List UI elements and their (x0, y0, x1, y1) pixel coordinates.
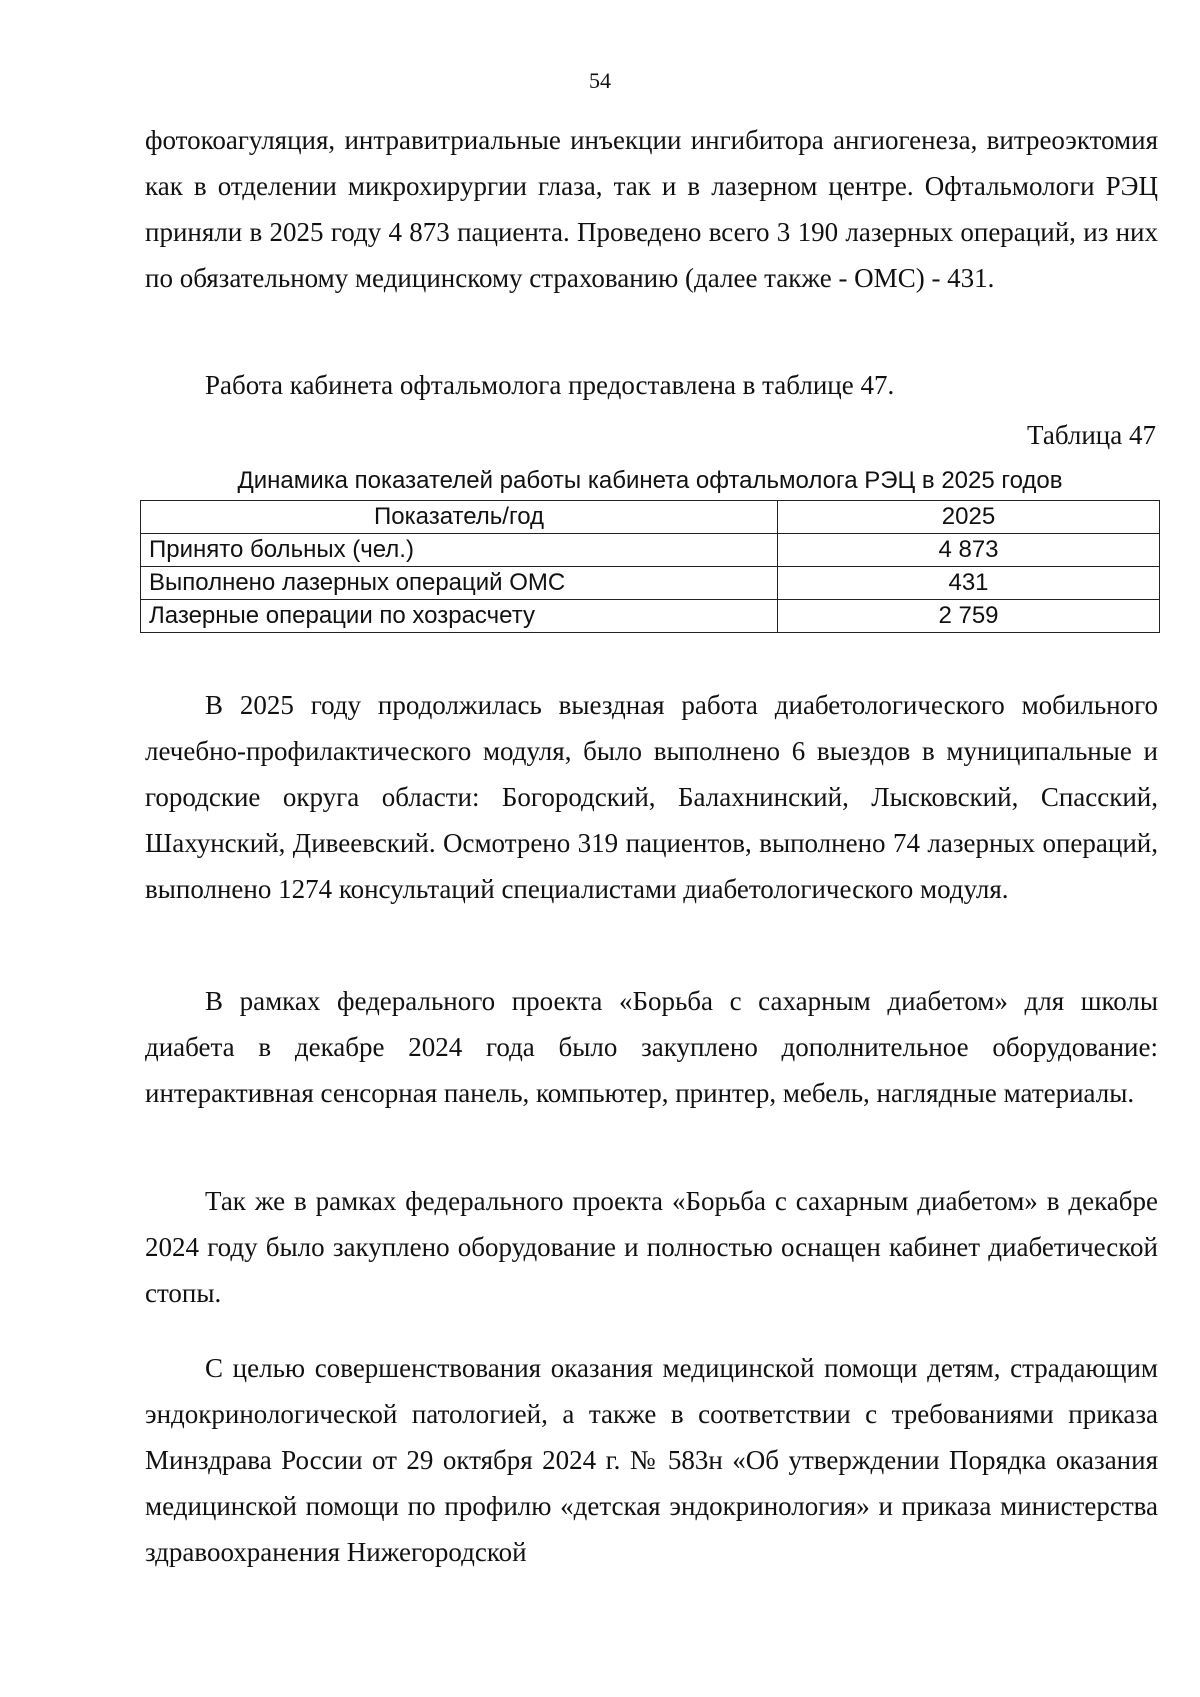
table-cell-value: 2 759 (778, 600, 1160, 633)
paragraph-diabetic-foot: Так же в рамках федерального проекта «Борьба с сахарным диабетом» в декабре 2024 году было закуплено оборудование и полностью оснащен кабинет диабетической стопы. (145, 1186, 1158, 1308)
paragraph-diabetes-school: В рамках федерального проекта «Борьба с сахарным диабетом» для школы диабета в декабре 2024 года было закуплено дополнительное оборудование: интерактивная сенсорная панель, компьютер, принтер, мебель, наглядные материалы. (145, 986, 1158, 1108)
paragraph-mobile-module: В 2025 году продолжилась выездная работа диабетологического мобильного лечебно-профилактического модуля, было выполнено 6 выездов в муниципальные и городские округа области: Богородский, Балахнинский, Лысковский, Спасский, Шахунский, Дивеевский. Осмотрено 319 пациентов, выполнено 74 лазерных операций, выполнено 1274 консультаций специалистами диабетологического модуля. (145, 690, 1158, 904)
table-cell-value: 431 (778, 567, 1160, 600)
table-cell-value: 4 873 (778, 534, 1160, 567)
paragraph-table-intro: Работа кабинета офтальмолога предоставлена в таблице 47. (205, 370, 895, 400)
ophthalmology-table (140, 500, 1160, 633)
paragraph-pediatric-endocrinology: С целью совершенствования оказания медицинской помощи детям, страдающим эндокринологической патологией, а также в соответствии с требованиями приказа Минздрава России от 29 октября 2024 г. № 583н «Об утверждении Порядка оказания медицинской помощи по профилю «детская эндокринология» и приказа министерства здравоохранения Нижегородской (145, 1353, 1158, 1567)
table-cell-indicator: Принято больных (чел.) (141, 534, 778, 567)
table-cell-indicator: Лазерные операции по хозрасчету (141, 600, 778, 633)
paragraph-laser-surgery: фотокоагуляция, интравитриальные инъекции ингибитора ангиогенеза, витреоэктомия как в отделении микрохирургии глаза, так и в лазерном центре. Офтальмологи РЭЦ приняли в 2025 году 4 873 пациента. Проведено всего 3 190 лазерных операций, из них по обязательному медицинскому страхованию (далее также - ОМС) - 431. (145, 125, 1158, 293)
table-cell-indicator: Выполнено лазерных операций ОМС (141, 567, 778, 600)
table-header-year: 2025 (778, 501, 1160, 534)
table-label: Таблица 47 (1027, 420, 1156, 450)
table-caption: Динамика показателей работы кабинета офтальмолога РЭЦ в 2025 годов (237, 467, 1063, 494)
table-row (141, 534, 1160, 567)
table-header-row (141, 501, 1160, 534)
page-number: 54 (589, 68, 611, 93)
table-row (141, 600, 1160, 633)
table-row (141, 567, 1160, 600)
table-header-indicator: Показатель/год (141, 501, 778, 534)
